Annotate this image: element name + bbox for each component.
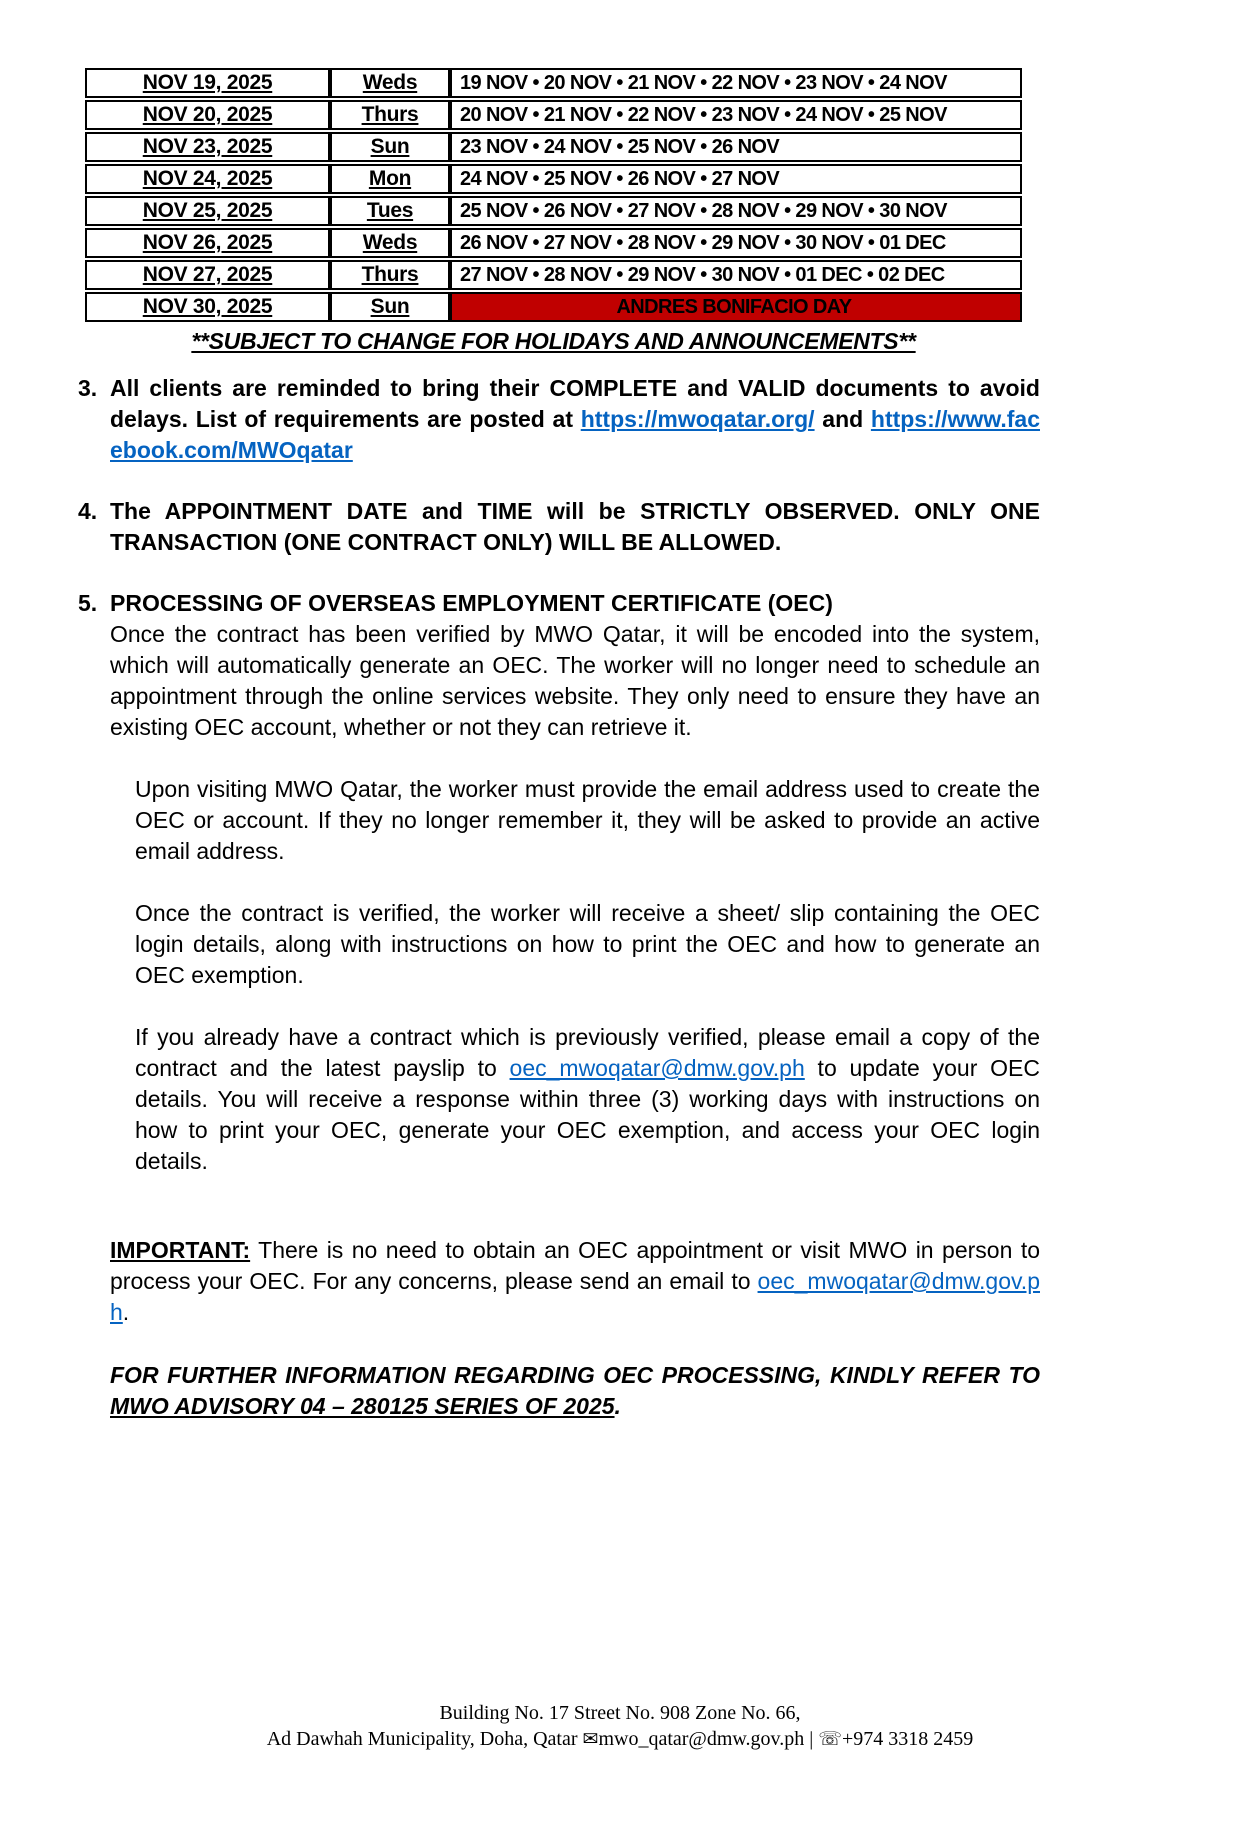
table-row xyxy=(85,132,1022,162)
footer-municipality: Ad Dawhah Municipality, Doha, Qatar xyxy=(266,1728,583,1750)
contract-dates-cell: 23 NOV • 24 NOV • 25 NOV • 26 NOV xyxy=(450,132,1022,162)
oec-paragraph-1: Once the contract has been verified by MWO Qatar, it will be encoded into the system, which will automatically generate an OEC. The worker will no longer need to schedule an appointment through the online services website. They only need to ensure they have an existing OEC account, whether or not they can retrieve it. xyxy=(110,621,1040,740)
appointment-date-cell: NOV 25, 2025 xyxy=(85,196,330,226)
footer-address-line: Building No. 17 Street No. 908 Zone No. 66, xyxy=(439,1702,801,1724)
contract-dates-cell: 19 NOV • 20 NOV • 21 NOV • 22 NOV • 23 NOV • 24 NOV xyxy=(450,68,1022,98)
mwoqatar-site-link[interactable]: https://mwoqatar.org/ xyxy=(580,406,815,432)
table-row xyxy=(85,196,1022,226)
para-4-text-before: If you already have a contract which is previously verified, please email a copy of the contract and the latest payslip to xyxy=(135,1024,1040,1081)
list-item-4 xyxy=(78,496,1040,558)
contract-dates-cell: 27 NOV • 28 NOV • 29 NOV • 30 NOV • 01 DEC • 02 DEC xyxy=(450,260,1022,290)
footer-contact-line xyxy=(0,1726,1240,1753)
schedule-table-body xyxy=(85,68,1022,322)
table-row xyxy=(85,260,1022,290)
table-row xyxy=(85,292,1022,322)
contract-dates-cell: 24 NOV • 25 NOV • 26 NOV • 27 NOV xyxy=(450,164,1022,194)
important-text-end: . xyxy=(122,1299,130,1325)
envelope-icon: ✉ xyxy=(582,1729,599,1750)
important-note xyxy=(110,1235,1040,1328)
oec-email-link[interactable]: oec_mwoqatar@dmw.gov.ph xyxy=(509,1055,805,1081)
weekday-cell: Sun xyxy=(330,132,450,162)
weekday-cell: Tues xyxy=(330,196,450,226)
further-info-text-end: . xyxy=(614,1393,621,1419)
footer-phone: +974 3318 2459 xyxy=(842,1728,974,1750)
footer-email: mwo_qatar@dmw.gov.ph xyxy=(598,1728,805,1750)
item-number: 3. xyxy=(78,375,98,401)
oec-paragraph-3: Once the contract is verified, the worker will receive a sheet/ slip containing the OEC login details, along with instructions on how to print the OEC and how to generate an OEC exemption. xyxy=(135,900,1040,988)
item-5-body xyxy=(110,588,1040,743)
weekday-cell: Mon xyxy=(330,164,450,194)
item-3-text xyxy=(110,373,1040,466)
appointment-date-cell: NOV 23, 2025 xyxy=(85,132,330,162)
document-body xyxy=(78,373,1040,1422)
weekday-cell: Weds xyxy=(330,68,450,98)
oec-email-link[interactable]: oec_mwoqatar@dmw.gov.ph xyxy=(110,1268,1040,1325)
weekday-cell: Sun xyxy=(330,292,450,322)
list-item-5 xyxy=(78,588,1040,743)
list-item-3 xyxy=(78,373,1040,466)
weekday-cell: Weds xyxy=(330,228,450,258)
table-row xyxy=(85,100,1022,130)
contract-dates-cell: 20 NOV • 21 NOV • 22 NOV • 23 NOV • 24 NOV • 25 NOV xyxy=(450,100,1022,130)
item-3-text-before: All clients are reminded to bring their COMPLETE and VALID documents to avoid delays. List of requirements are posted at xyxy=(110,375,1040,432)
important-label: IMPORTANT: xyxy=(110,1237,251,1263)
appointment-date-cell: NOV 26, 2025 xyxy=(85,228,330,258)
oec-paragraph-2: Upon visiting MWO Qatar, the worker must provide the email address used to create the OEC or account. If they no longer remember it, they will be asked to provide an active email address. xyxy=(135,776,1040,864)
contract-dates-cell: 25 NOV • 26 NOV • 27 NOV • 28 NOV • 29 NOV • 30 NOV xyxy=(450,196,1022,226)
appointment-date-cell: NOV 30, 2025 xyxy=(85,292,330,322)
phone-icon: ☏ xyxy=(818,1729,843,1750)
further-information-note xyxy=(110,1360,1040,1422)
weekday-cell: Thurs xyxy=(330,260,450,290)
para-4-text-after: to update your OEC details. You will receive a response within three (3) working days with instructions on how to print your OEC, generate your OEC exemption, and access your OEC login details. xyxy=(135,1055,1040,1174)
appointment-date-cell: NOV 19, 2025 xyxy=(85,68,330,98)
weekday-cell: Thurs xyxy=(330,100,450,130)
oec-paragraph-4 xyxy=(135,1022,1040,1177)
page-footer xyxy=(0,1700,1240,1753)
item-4-text: The APPOINTMENT DATE and TIME will be STRICTLY OBSERVED. ONLY ONE TRANSACTION (ONE CONTRACT ONLY) WILL BE ALLOWED. xyxy=(110,498,1040,555)
facebook-page-link[interactable]: https://www.facebook.com/MWOqatar xyxy=(110,406,1040,463)
further-info-text: FOR FURTHER INFORMATION REGARDING OEC PROCESSING, KINDLY REFER TO xyxy=(110,1362,1040,1388)
table-row xyxy=(85,228,1022,258)
appointment-date-cell: NOV 24, 2025 xyxy=(85,164,330,194)
item-3-text-middle: and xyxy=(814,406,871,432)
item-number: 5. xyxy=(78,590,98,616)
holiday-cell: ANDRES BONIFACIO DAY xyxy=(450,292,1022,322)
important-text: There is no need to obtain an OEC appointment or visit MWO in person to process your OEC. For any concerns, please send an email to xyxy=(110,1237,1040,1294)
table-row xyxy=(85,164,1022,194)
appointment-date-cell: NOV 20, 2025 xyxy=(85,100,330,130)
appointment-date-cell: NOV 27, 2025 xyxy=(85,260,330,290)
item-number: 4. xyxy=(78,498,98,524)
item-5-heading: PROCESSING OF OVERSEAS EMPLOYMENT CERTIFICATE (OEC) xyxy=(110,590,833,616)
contract-dates-cell: 26 NOV • 27 NOV • 28 NOV • 29 NOV • 30 NOV • 01 DEC xyxy=(450,228,1022,258)
table-row xyxy=(85,68,1022,98)
subject-to-change-note: **SUBJECT TO CHANGE FOR HOLIDAYS AND ANNOUNCEMENTS** xyxy=(191,328,916,354)
advisory-reference: MWO ADVISORY 04 – 280125 SERIES OF 2025 xyxy=(110,1393,615,1419)
footer-separator: | xyxy=(804,1728,819,1750)
appointment-schedule-table xyxy=(85,66,1022,324)
